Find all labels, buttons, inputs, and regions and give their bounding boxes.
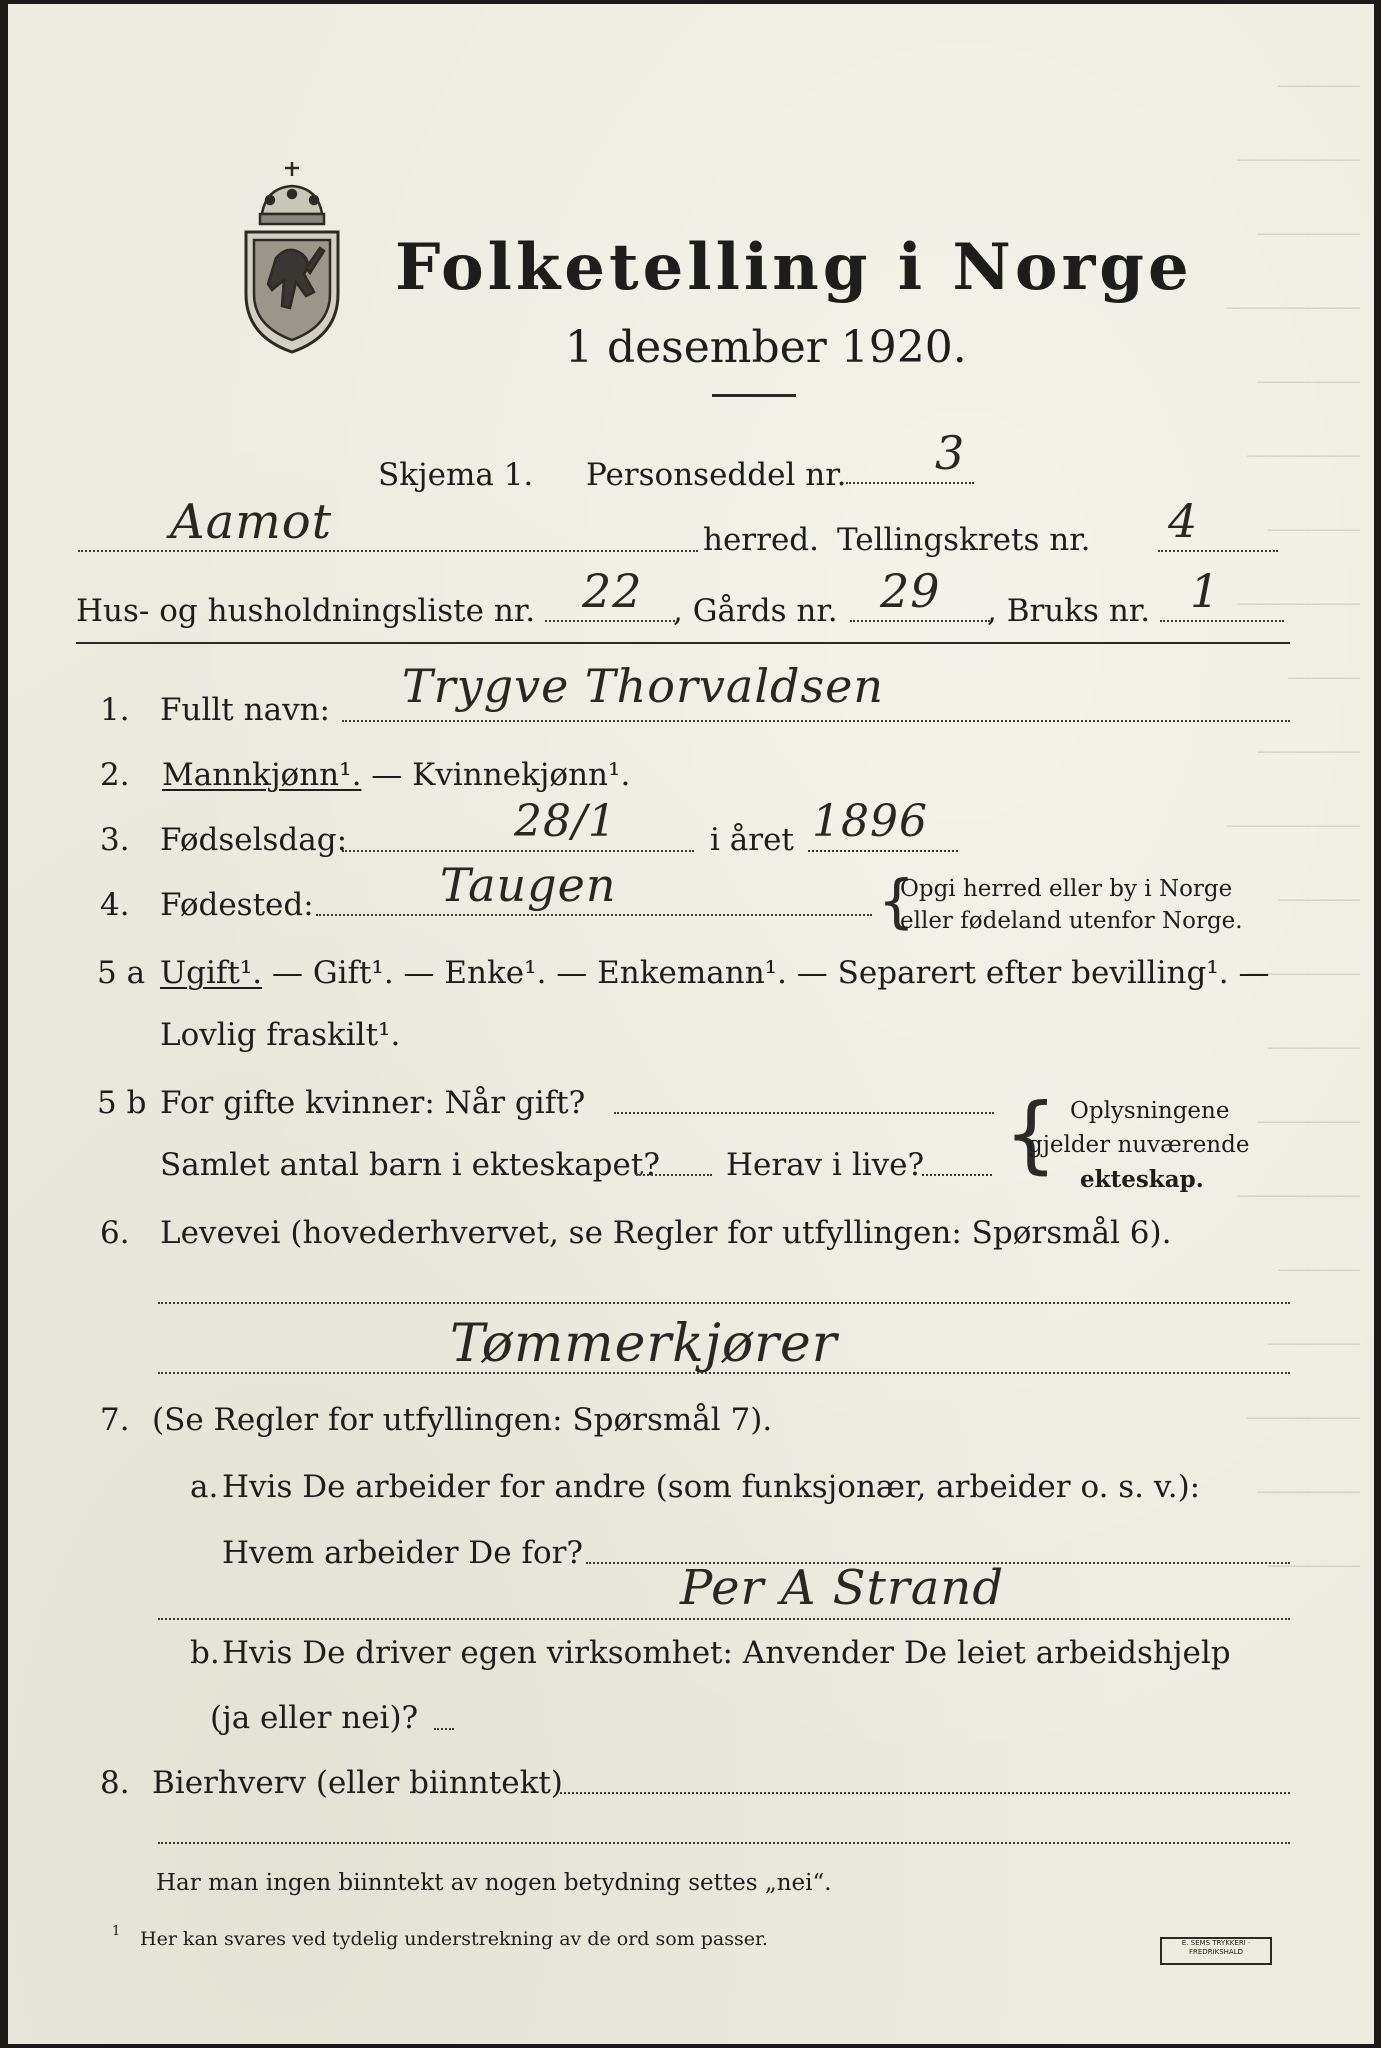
option-others[interactable]: — Gift¹. — Enke¹. — Enkemann¹. — Separert efter bevilling¹. — (262, 955, 1270, 991)
aret-value: 1896 (812, 796, 928, 847)
footnote-marker: 1 (112, 1924, 121, 1939)
fullt-navn-field[interactable] (342, 720, 1290, 722)
husholdningsliste-label: Hus- og husholdningsliste nr. (76, 593, 536, 629)
q2-options (162, 757, 631, 793)
gards-label: , Gårds nr. (673, 593, 838, 629)
option-lovlig-fraskilt[interactable]: Lovlig fraskilt¹. (160, 1017, 401, 1053)
bruks-value: 1 (1190, 564, 1221, 618)
q5a-number: 5 a (97, 955, 146, 991)
schema-label: Skjema 1. (378, 457, 534, 493)
bruks-label: , Bruks nr. (987, 593, 1151, 629)
herred-label: herred. (703, 522, 819, 558)
arbeidsgiver-line2[interactable] (158, 1618, 1290, 1620)
q8-label: Bierhverv (eller biinntekt) (152, 1765, 563, 1801)
q3-label: Fødselsdag: (160, 822, 348, 858)
title-divider (712, 394, 796, 397)
personseddel-value: 3 (935, 426, 966, 480)
personseddel-field[interactable] (846, 482, 974, 484)
gards-field[interactable] (850, 620, 990, 622)
q4-label: Fødested: (160, 887, 314, 923)
option-mannkjonn[interactable]: Mannkjønn¹. (162, 757, 362, 793)
antal-barn-field[interactable] (636, 1174, 712, 1176)
q7b-letter: b. (190, 1635, 220, 1671)
form-title: Folketelling i Norge (395, 230, 1193, 305)
q7a-label2: Hvem arbeider De for? (222, 1535, 584, 1571)
tellingskrets-label: Tellingskrets nr. (837, 522, 1091, 558)
q7b-label2: (ja eller nei)? (210, 1700, 419, 1736)
fodested-field[interactable] (316, 914, 872, 916)
naar-gift-label: For gifte kvinner: Når gift? (160, 1085, 586, 1121)
q2-separator: — (361, 757, 413, 793)
arbeidsgiver-value: Per A Strand (680, 1560, 1005, 1616)
q7-number: 7. (100, 1402, 130, 1438)
q7-label: (Se Regler for utfyllingen: Spørsmål 7). (152, 1402, 773, 1438)
form-subtitle: 1 desember 1920. (565, 322, 967, 373)
footnote-text: Her kan svares ved tydelig understrekning av de ord som passer. (140, 1928, 769, 1950)
option-ugift[interactable]: Ugift¹. (160, 955, 263, 991)
bruks-field[interactable] (1160, 620, 1284, 622)
husholdningsliste-field[interactable] (545, 620, 679, 622)
bierhverv-line2[interactable] (158, 1842, 1290, 1844)
q7a-letter: a. (190, 1469, 219, 1505)
levevei-value: Tømmerkjører (450, 1314, 838, 1374)
aret-label: i året (710, 822, 794, 858)
herred-field[interactable] (78, 550, 698, 552)
q5a-options (160, 955, 1270, 991)
q4-number: 4. (100, 887, 130, 923)
antal-barn-label: Samlet antal barn i ekteskapet? (160, 1147, 660, 1183)
fodselsdag-value: 28/1 (514, 796, 617, 847)
fodested-note-line1: Opgi herred eller by i Norge (900, 876, 1233, 902)
option-kvinnekjonn[interactable]: Kvinnekjønn¹. (412, 757, 631, 793)
q6-number: 6. (100, 1215, 130, 1251)
gards-value: 29 (880, 564, 941, 618)
printer-stamp: E. SEMS TRYKKERI · FREDRIKSHALD (1160, 1937, 1272, 1965)
fodested-value: Taugen (440, 858, 617, 912)
husholdningsliste-value: 22 (582, 564, 643, 618)
biinntekt-note: Har man ingen biinntekt av nogen betydning settes „nei“. (156, 1870, 832, 1896)
ekteskap-note-brace: { (1004, 1085, 1058, 1183)
q8-number: 8. (100, 1765, 130, 1801)
q7b-label: Hvis De driver egen virksomhet: Anvender De leiet arbeidshjelp (222, 1635, 1231, 1671)
fodselsdag-field[interactable] (342, 850, 694, 852)
tellingskrets-field[interactable] (1158, 550, 1278, 552)
leiet-arbeidshjelp-field[interactable] (434, 1728, 454, 1730)
q2-number: 2. (100, 757, 130, 793)
q1-label: Fullt navn: (160, 692, 330, 728)
herav-i-live-field[interactable] (922, 1174, 992, 1176)
q3-number: 3. (100, 822, 130, 858)
fullt-navn-value: Trygve Thorvaldsen (402, 659, 884, 713)
naar-gift-field[interactable] (614, 1112, 994, 1114)
ekteskap-note-line2: gjelder nuværende (1028, 1132, 1250, 1158)
personseddel-label: Personseddel nr. (586, 457, 847, 493)
q6-label: Levevei (hovederhvervet, se Regler for utfyllingen: Spørsmål 6). (160, 1215, 1172, 1251)
section-divider (76, 642, 1290, 644)
ekteskap-note-line1: Oplysningene (1070, 1098, 1230, 1124)
levevei-line1[interactable] (158, 1302, 1290, 1304)
aret-field[interactable] (808, 850, 958, 852)
q7a-label: Hvis De arbeider for andre (som funksjonær, arbeider o. s. v.): (222, 1469, 1201, 1505)
herred-value: Aamot (170, 494, 332, 550)
ekteskap-note-line3: ekteskap. (1080, 1166, 1204, 1193)
herav-i-live-label: Herav i live? (726, 1147, 925, 1183)
tellingskrets-value: 4 (1168, 494, 1199, 548)
q1-number: 1. (100, 692, 130, 728)
fodested-note-line2: eller fødeland utenfor Norge. (900, 908, 1243, 934)
q5b-number: 5 b (97, 1085, 147, 1121)
fodested-note-brace: { (878, 867, 915, 935)
bierhverv-field[interactable] (560, 1792, 1290, 1794)
norwegian-coat-of-arms-icon (232, 158, 352, 358)
